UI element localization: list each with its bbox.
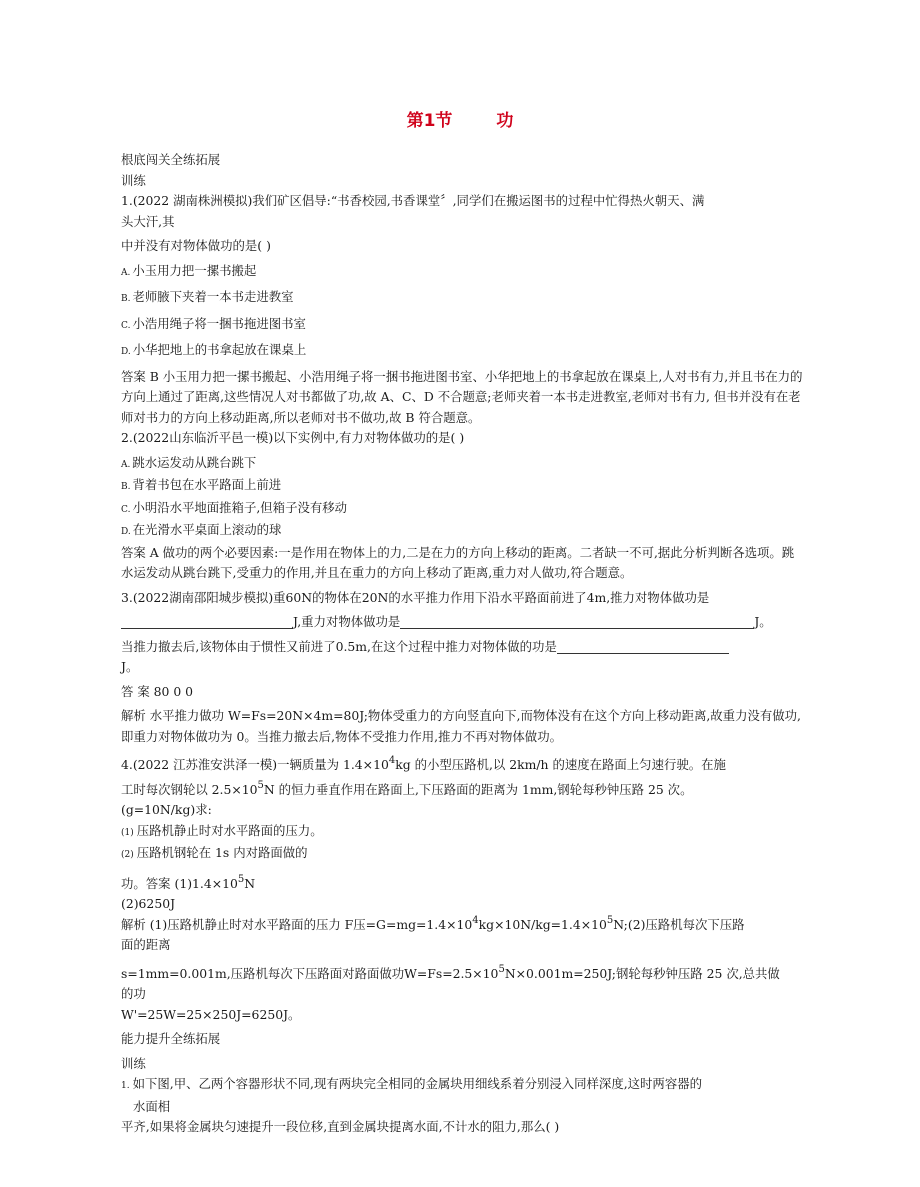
q4-stem: 4.(2022 江苏淮安洪泽一模)一辆质量为 $1.4\times 10^4kg$ 的小型压路机,以 2km/h 的速度在路面上匀速行驶。在施 xyxy=(121,755,726,772)
answer-blank[interactable] xyxy=(557,639,729,654)
q4-given: (g=10N/kg)求: xyxy=(121,802,212,817)
q1-option-b: B. 老师腋下夹着一本书走进教室 xyxy=(121,289,294,304)
section-subheading: 训练 xyxy=(121,1055,146,1071)
q2-answer: 答案 A 做功的两个必要因素:一是作用在物体上的力,二是在力的方向上移动的距离。二者缺一不可,据此分析判断各选项。跳水运发动从跳台跳下,受重力的作用,并且在重力的方向上移动了距离,重力对人做功,符合题意。 xyxy=(121,544,795,580)
q2-option-b: B. 背着书包在水平路面上前进 xyxy=(121,477,282,492)
q1-stem-end: 中并没有对物体做功的是( ) xyxy=(121,238,271,253)
q4-stem-cont: 工时每次钢轮以 $2.5\times 10^5N$ 的恒力垂直作用在路面上,下压路面的距离为 1mm,钢轮每秒钟压路 25 次。 xyxy=(121,779,693,797)
q1-answer: 答案 B 小玉用力把一摞书搬起、小浩用绳子将一捆书拖进图书室、小华把地上的书拿起放在课桌上,人对书有力,并且书在力的方向上通过了距离,这些情况人对书都做了功,故 A、C、D 不合题意;老师夹着一本书走进教室,老师对书有力, 但书并没有在老师对书力的方向上移动距离,所以老师对书不做功,故 B 符合题意。 xyxy=(121,368,803,425)
answer-blank[interactable] xyxy=(400,614,754,629)
p1-stem-cont: 水面相 xyxy=(133,1098,171,1114)
q3-unit: J。 xyxy=(121,659,139,674)
q1-option-c: C. 小浩用绳子将一捆书拖进图书室 xyxy=(121,315,306,331)
q3-blanks-line: J,重力对物体做功是 J。 xyxy=(121,612,805,633)
q4-analysis-work: s=1mm=0.001m,压路机每次下压路面对路面做功$W=Fs=2.5\times 10^5N\times 0.001m=250J$;钢轮每秒钟压路 25 次,总共做 xyxy=(121,963,780,981)
section-subheading: 训练 xyxy=(121,172,146,188)
q4-sub1: (1) 压路机静止时对水平路面的压力。 xyxy=(121,822,323,838)
q2-option-c: C. 小明沿水平地面推箱子,但箱子没有移动 xyxy=(121,499,348,515)
q3-stem-cont: 当推力撤去后,该物体由于惯性又前进了0.5m,在这个过程中推力对物体做的功是 xyxy=(121,637,805,658)
q3-answer: 答 案 80 0 0 xyxy=(121,683,194,699)
q3-stem: 3.(2022湖南邵阳城步模拟)重60N的物体在20N的水平推力作用下沿水平路面前进了4m,推力对物体做功是 xyxy=(121,589,710,605)
q4-analysis: 解析 (1)压路机静止时对水平路面的压力 F压$=G=mg=1.4\times 10^4kg\times 10N/kg=1.4\times 10^5N;(2)$压路机每次下压路 xyxy=(121,914,745,932)
q1-option-d: D. 小华把地上的书拿起放在课桌上 xyxy=(121,342,307,357)
page-title xyxy=(0,106,920,131)
p1-stem-end: 平齐,如果将金属块匀速提升一段位移,直到金属块提离水面,不计水的阻力,那么( ) xyxy=(121,1119,560,1134)
document-body xyxy=(121,150,805,1138)
q1-stem-cont: 头大汗,其 xyxy=(121,213,175,229)
section-heading: 能力提升全练拓展 xyxy=(121,1031,221,1046)
q4-answer-2: (2)6250J xyxy=(121,896,176,911)
q4-sub2: (2) 压路机钢轮在 1s 内对路面做的 xyxy=(121,845,308,860)
q4-analysis-cont2: 的功 xyxy=(121,986,146,1001)
section-heading: 根底闯关全练拓展 xyxy=(121,152,221,167)
q4-analysis-total: W'=25W=25×250J=6250J。 xyxy=(121,1006,301,1022)
q4-analysis-cont: 面的距离 xyxy=(121,937,171,952)
title-topic: 功 xyxy=(496,111,514,131)
q3-analysis: 解析 水平推力做功 W=Fs=20N×4m=80J;物体受重力的方向竖直向下,而物体没有在这个方向上移动距离,故重力没有做功,即重力对物体做功为 0。当推力撤去后,物体不受推力作用,推力不再对物体做功。 xyxy=(121,708,801,744)
title-section: 第1节 xyxy=(406,111,453,131)
answer-blank[interactable] xyxy=(121,614,293,629)
q2-stem: 2.(2022山东临沂平邑一模)以下实例中,有力对物体做功的是( ) xyxy=(121,430,465,445)
p1-stem: 1. 如下图,甲、乙两个容器形状不同,现有两块完全相同的金属块用细线系着分别浸入同样深度,这时两容器的 xyxy=(121,1076,702,1091)
q1-option-a: A. 小玉用力把一摞书搬起 xyxy=(121,262,257,278)
q1-stem: 1.(2022 湖南株洲模拟)我们矿区倡导:“书香校园,书香课堂〞,同学们在搬运图书的过程中忙得热火朝天、满 xyxy=(121,193,705,208)
q4-answer: 功。答案 $(1)1.4\times 10^5N$ xyxy=(121,873,256,891)
q2-option-a: A. 跳水运发动从跳台跳下 xyxy=(121,454,257,470)
q2-option-d: D. 在光滑水平桌面上滚动的球 xyxy=(121,522,282,537)
